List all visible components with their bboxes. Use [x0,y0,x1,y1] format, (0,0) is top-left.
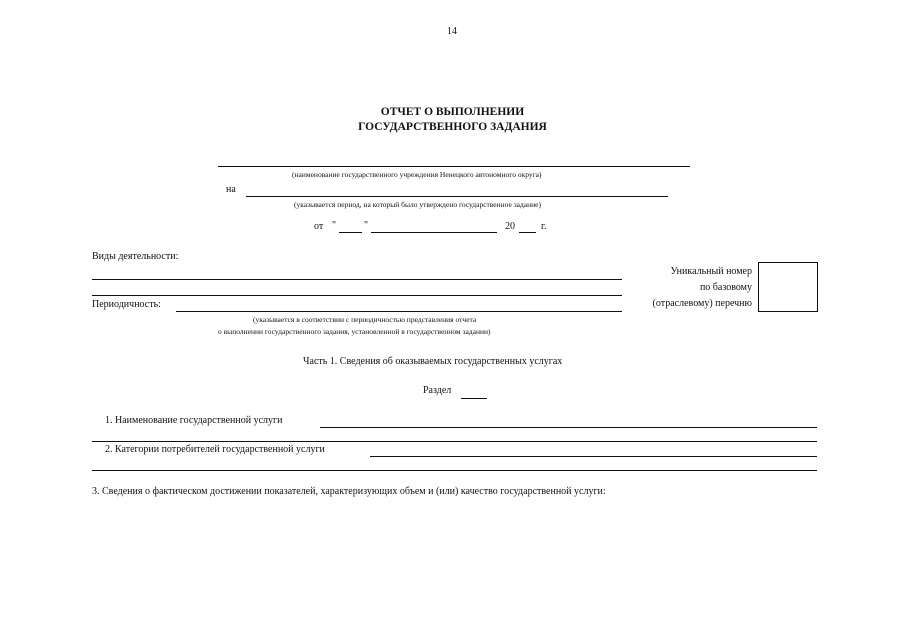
institution-name-hint: (наименование государственного учреждения Ненецкого автономного округа) [292,170,542,179]
periodicity-hint-1: (указывается в соответствии с периодичностью представления отчета [253,315,477,324]
periodicity-hint-2: о выполнении государственного задания, установленной в государственном задании) [218,327,491,336]
item2-label: 2. Категории потребителей государственной услуги [105,444,325,455]
period-line [246,196,668,197]
date-quote-open: " [332,220,337,231]
report-title-line2: ГОСУДАРСТВЕННОГО ЗАДАНИЯ [358,121,547,133]
activities-line-2 [92,295,622,296]
date-year-prefix: 20 [505,221,515,232]
date-suffix: г. [541,221,547,232]
item1-line-1 [320,427,817,428]
unique-number-line2: по базовому [699,282,752,293]
periodicity-line [176,311,622,312]
unique-number-line1: Уникальный номер [670,266,752,277]
page-number: 14 [447,26,457,37]
institution-name-line [218,166,690,167]
period-hint: (указывается период, на который было утверждено государственное задание) [294,200,541,209]
date-prefix: от [314,221,324,232]
item2-line-2 [92,470,817,471]
activities-label: Виды деятельности: [92,251,179,262]
report-title-line1: ОТЧЕТ О ВЫПОЛНЕНИИ [380,106,525,118]
section-label: Раздел [423,385,452,396]
unique-number-box[interactable] [758,262,818,312]
item2-line-1 [370,456,817,457]
date-month-line [371,232,497,233]
date-year-line [519,232,536,233]
period-prefix: на [226,184,236,195]
date-day-line [339,232,362,233]
part1-title: Часть 1. Сведения об оказываемых государственных услугах [303,356,563,367]
item1-label: 1. Наименование государственной услуги [105,415,283,426]
activities-line-1 [92,279,622,280]
item1-line-2 [92,441,817,442]
section-number-line [461,398,487,399]
item3-label: 3. Сведения о фактическом достижении показателей, характеризующих объем и (или) качество государственной услуги: [92,486,606,497]
periodicity-label: Периодичность: [92,299,161,310]
date-quote-close: " [364,220,369,231]
unique-number-line3: (отраслевому) перечню [652,298,752,309]
